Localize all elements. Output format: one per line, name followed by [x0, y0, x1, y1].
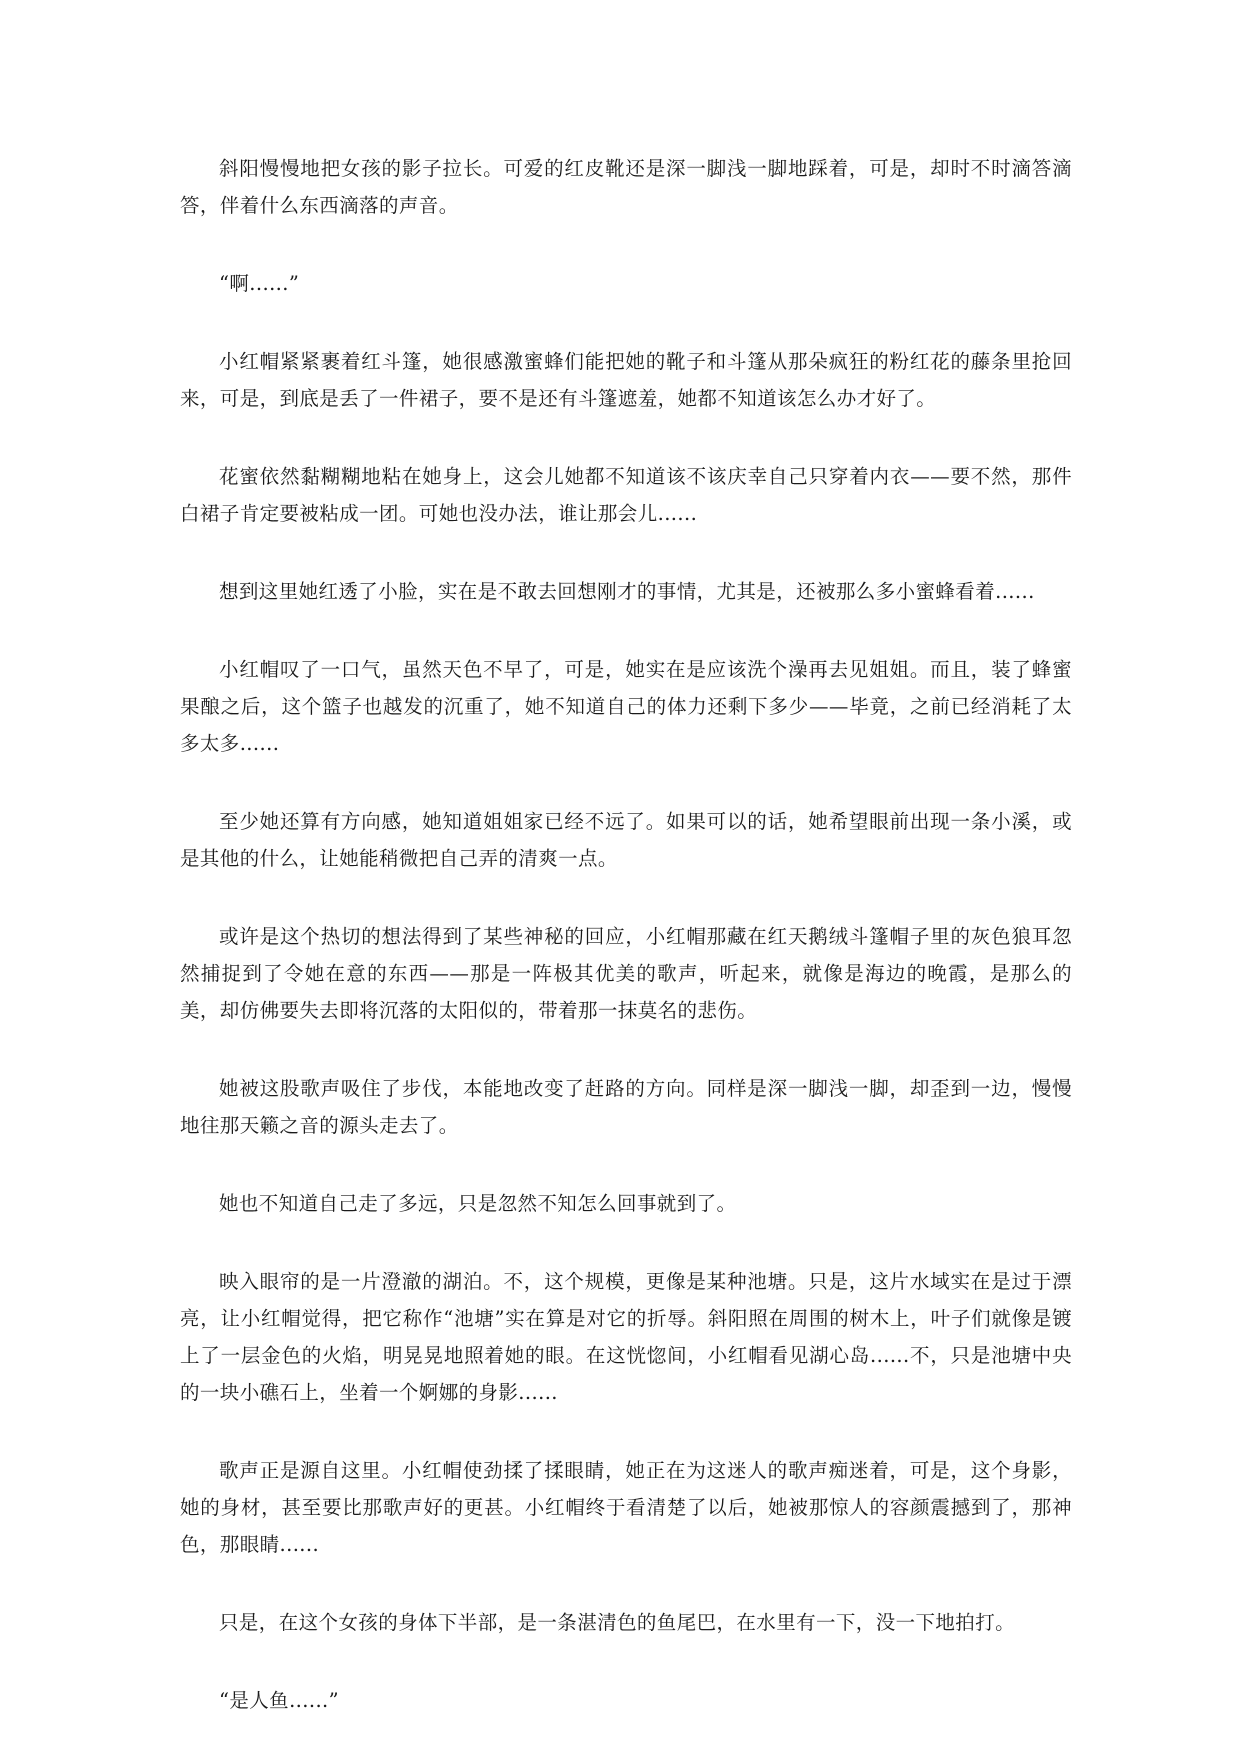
paragraph-5: 想到这里她红透了小脸，实在是不敢去回想刚才的事情，尤其是，还被那么多小蜜蜂看着...... [219, 580, 1035, 603]
paragraph-14: “是人鱼......” [219, 1689, 340, 1712]
paragraph-6: 小红帽叹了一口气，虽然天色不早了，可是，她实在是应该洗个澡再去见姐姐。而且，装了蜂蜜果酿之后，这个篮子也越发的沉重了，她不知道自己的体力还剩下多少——毕竟，之前已经消耗了太多太多...... [180, 658, 1072, 755]
paragraph-10: 她也不知道自己走了多远，只是忽然不知怎么回事就到了。 [219, 1192, 737, 1215]
paragraph-1: 斜阳慢慢地把女孩的影子拉长。可爱的红皮靴还是深一脚浅一脚地踩着，可是，却时不时滴答滴答，伴着什么东西滴落的声音。 [180, 157, 1072, 217]
paragraph-13: 只是，在这个女孩的身体下半部，是一条湛清色的鱼尾巴，在水里有一下，没一下地拍打。 [219, 1611, 1016, 1634]
paragraph-2: “啊......” [219, 272, 300, 295]
paragraph-4: 花蜜依然黏糊糊地粘在她身上，这会儿她都不知道该不该庆幸自己只穿着内衣——要不然，那件白裙子肯定要被粘成一团。可她也没办法，谁让那会儿...... [180, 465, 1072, 525]
paragraph-12: 歌声正是源自这里。小红帽使劲揉了揉眼睛，她正在为这迷人的歌声痴迷着，可是，这个身影，她的身材，甚至要比那歌声好的更甚。小红帽终于看清楚了以后，她被那惊人的容颜震撼到了，那神色，那眼睛...... [180, 1459, 1072, 1556]
paragraph-11: 映入眼帘的是一片澄澈的湖泊。不，这个规模，更像是某种池塘。只是，这片水域实在是过于漂亮，让小红帽觉得，把它称作“池塘”实在算是对它的折辱。斜阳照在周围的树木上，叶子们就像是镀上了一层金色的火焰，明晃晃地照着她的眼。在这恍惚间，小红帽看见湖心岛......不，只是池塘中央的一块小礁石上，坐着一个婀娜的身影...... [180, 1270, 1072, 1404]
paragraph-8: 或许是这个热切的想法得到了某些神秘的回应，小红帽那藏在红天鹅绒斗篷帽子里的灰色狼耳忽然捕捉到了令她在意的东西——那是一阵极其优美的歌声，听起来，就像是海边的晚霞，是那么的美，却仿佛要失去即将沉落的太阳似的，带着那一抹莫名的悲伤。 [180, 925, 1072, 1022]
paragraph-7: 至少她还算有方向感，她知道姐姐家已经不远了。如果可以的话，她希望眼前出现一条小溪，或是其他的什么，让她能稍微把自己弄的清爽一点。 [180, 810, 1072, 870]
paragraph-3: 小红帽紧紧裹着红斗篷，她很感激蜜蜂们能把她的靴子和斗篷从那朵疯狂的粉红花的藤条里抢回来，可是，到底是丢了一件裙子，要不是还有斗篷遮羞，她都不知道该怎么办才好了。 [180, 350, 1072, 410]
paragraph-9: 她被这股歌声吸住了步伐，本能地改变了赶路的方向。同样是深一脚浅一脚，却歪到一边，慢慢地往那天籁之音的源头走去了。 [180, 1077, 1072, 1137]
